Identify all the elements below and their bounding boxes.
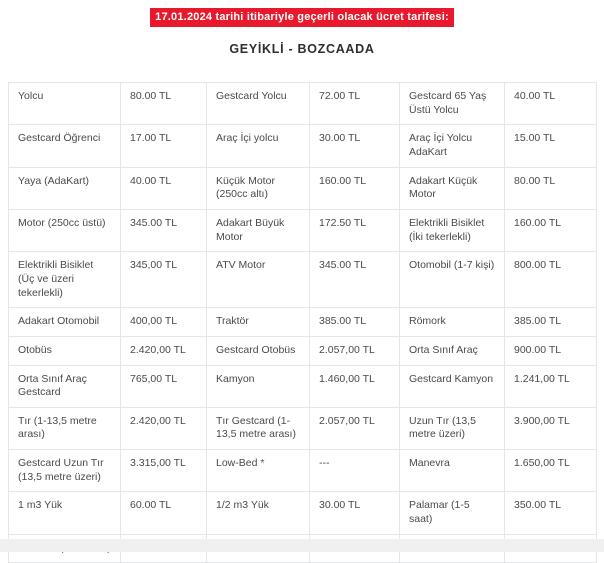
tariff-table [8,82,597,563]
table-row [9,252,597,308]
tariff-price-cell: 2.057,00 TL [310,407,400,449]
table-row [9,210,597,252]
tariff-item-cell: Gestcard Öğrenci [9,125,121,167]
tariff-item-cell: 1 m3 Yük [9,492,121,534]
bottom-band [0,539,604,552]
tariff-item-cell: ATV Motor [207,252,310,308]
tariff-price-cell: 345.00 TL [121,210,207,252]
tariff-price-cell: 400,00 TL [121,308,207,337]
tariff-item-cell: Araç İçi yolcu [207,125,310,167]
table-row [9,308,597,337]
tariff-item-cell: Adakart Büyük Motor [207,210,310,252]
tariff-price-cell: --- [310,450,400,492]
banner-container [0,0,604,27]
tariff-price-cell: 17.00 TL [121,125,207,167]
tariff-price-cell: 3.315,00 TL [121,450,207,492]
tariff-item-cell: Elektrikli Bisiklet (İki tekerlekli) [400,210,505,252]
tariff-price-cell: 385.00 TL [310,308,400,337]
tariff-price-cell: 345.00 TL [310,252,400,308]
tariff-price-cell: 160.00 TL [310,167,400,209]
tariff-item-cell: Römork [400,308,505,337]
tariff-price-cell: 30.00 TL [310,125,400,167]
tariff-item-cell: Otomobil (1-7 kişi) [400,252,505,308]
tariff-price-cell: 40.00 TL [505,83,597,125]
tariff-item-cell: Gestcard 65 Yaş Üstü Yolcu [400,83,505,125]
table-row [9,125,597,167]
tariff-price-cell: 385.00 TL [505,308,597,337]
tariff-item-cell: Tır (1-13,5 metre arası) [9,407,121,449]
tariff-price-cell: 160.00 TL [505,210,597,252]
table-row [9,365,597,407]
tariff-item-cell: Manevra [400,450,505,492]
tariff-price-cell: 60.00 TL [121,492,207,534]
tariff-price-cell: 765,00 TL [121,365,207,407]
table-row [9,407,597,449]
tariff-price-cell: 40.00 TL [121,167,207,209]
tariff-price-cell: 2.057,00 TL [310,336,400,365]
tariff-item-cell: Motor (250cc üstü) [9,210,121,252]
tariff-price-cell: 1.650,00 TL [505,450,597,492]
tariff-item-cell: Araç İçi Yolcu AdaKart [400,125,505,167]
tariff-price-cell: 345,00 TL [121,252,207,308]
tariff-price-cell: 3.900,00 TL [505,407,597,449]
tariff-table-body [9,83,597,563]
tariff-item-cell: Palamar (1-5 saat) [400,492,505,534]
table-row [9,450,597,492]
tariff-item-cell: Low-Bed * [207,450,310,492]
tariff-price-cell: 1.241,00 TL [505,365,597,407]
tariff-item-cell: Adakart Otomobil [9,308,121,337]
tariff-item-cell: Elektrikli Bisiklet (Üç ve üzeri tekerlekli) [9,252,121,308]
tariff-price-cell: 1.460,00 TL [310,365,400,407]
tariff-item-cell: Otobüs [9,336,121,365]
tariff-item-cell: Kamyon [207,365,310,407]
tariff-price-cell: 30.00 TL [310,492,400,534]
tariff-item-cell: Gestcard Kamyon [400,365,505,407]
tariff-price-cell: 350.00 TL [505,492,597,534]
tariff-price-cell: 172.50 TL [310,210,400,252]
table-row [9,336,597,365]
effective-date-banner: 17.01.2024 tarihi itibariyle geçerli olacak ücret tarifesi: [150,8,454,27]
table-row [9,83,597,125]
tariff-item-cell: Gestcard Uzun Tır (13,5 metre üzeri) [9,450,121,492]
tariff-item-cell: Orta Sınıf Araç Gestcard [9,365,121,407]
tariff-item-cell: Gestcard Otobüs [207,336,310,365]
tariff-price-cell: 72.00 TL [310,83,400,125]
tariff-price-cell: 900.00 TL [505,336,597,365]
tariff-item-cell: Yaya (AdaKart) [9,167,121,209]
tariff-item-cell: Yolcu [9,83,121,125]
tariff-price-cell: 15.00 TL [505,125,597,167]
tariff-price-cell: 2.420,00 TL [121,407,207,449]
tariff-price-cell: 800.00 TL [505,252,597,308]
tariff-item-cell: Gestcard Yolcu [207,83,310,125]
tariff-item-cell: Adakart Küçük Motor [400,167,505,209]
tariff-price-cell: 80.00 TL [505,167,597,209]
tariff-item-cell: Orta Sınıf Araç [400,336,505,365]
tariff-item-cell: Uzun Tır (13,5 metre üzeri) [400,407,505,449]
tariff-price-cell: 2.420,00 TL [121,336,207,365]
tariff-item-cell: Traktör [207,308,310,337]
table-row [9,492,597,534]
tariff-item-cell: Tır Gestcard (1-13,5 metre arası) [207,407,310,449]
tariff-price-cell: 80.00 TL [121,83,207,125]
tariff-item-cell: Küçük Motor (250cc altı) [207,167,310,209]
page-title: GEYİKLİ - BOZCAADA [229,42,375,57]
table-row [9,167,597,209]
tariff-item-cell: 1/2 m3 Yük [207,492,310,534]
